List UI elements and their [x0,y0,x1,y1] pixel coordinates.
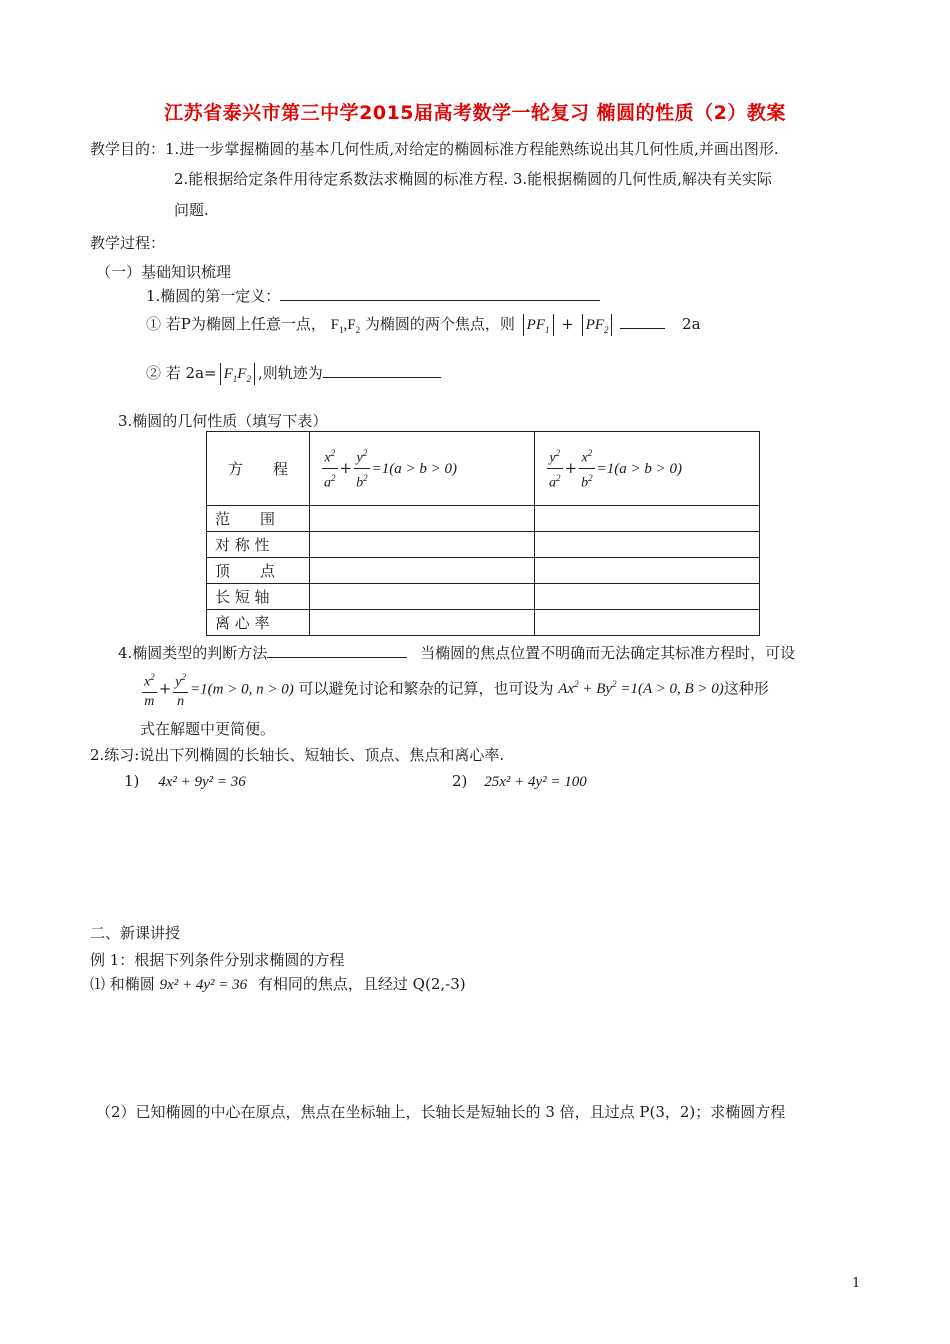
document-title: 江苏省泰兴市第三中学2015届高考数学一轮复习 椭圆的性质（2）教案 [164,102,786,124]
definition-label: 1.椭圆的第一定义： [146,287,281,305]
item1-text: ① 若P为椭圆上任意一点， [146,315,326,333]
type-text-4: 式在解题中更简便。 [140,720,276,738]
type-text-2: 可以避免讨论和繁杂的记算，也可设为 [298,679,554,698]
table-header-row [207,432,760,506]
practice-1-eq: 4x² + 9y² = 36 [158,774,246,790]
type-blank [267,656,407,658]
type-text: 当椭圆的焦点位置不明确而无法确定其标准方程时，可设 [420,644,796,662]
pf1: $PF_1$ [526,317,550,335]
definition-item-2 [146,362,441,385]
table-row: 长 短 轴 [207,584,760,610]
page-number: 1 [852,1276,861,1291]
objective-2: 2.能根据给定条件用待定系数法求椭圆的标准方程. 3.能根据椭圆的几何性质,解决有关实际 [174,170,772,188]
q1-eq: 9x² + 4y² = 36 [159,977,248,993]
equation-vertical: $\frac{y^2}{a^2}$ + $\frac{x^2}{b^2}$ =1(a > b > 0) [535,432,760,506]
objectives-line-1 [90,138,779,159]
equation-horizontal: $\frac{x^2}{a^2}$ + $\frac{y^2}{b^2}$ =1(a > b > 0) [310,432,535,506]
table-row: 离 心 率 [207,610,760,636]
type-text-3: 这种形 [723,679,769,698]
type-formula-line: $\frac{x^2}{m}$ + $\frac{y^2}{n}$ =1(m > 0, n > 0) 可以避免讨论和繁杂的记算，也可设为 $Ax^2 + By^2 =1(A > 0$, B > 0)这种形 [140,668,769,711]
example-1-q2: （2）已知椭圆的中心在原点，焦点在坐标轴上，长轴长是短轴长的 3 倍，且过点 P(3，2)；求椭圆方程 [96,1103,786,1121]
item2-text: ② 若 2a= [146,364,217,382]
foci-symbols: $F_1,F_2$ [330,317,361,335]
type-judge-line [118,642,795,663]
practice-2-eq: 25x² + 4y² = 100 [484,774,587,790]
definition-item-1: ① 若P为椭圆上任意一点， $F_1,F_2$ 为椭圆的两个焦点，则 $PF_1 + PF_2$ 2a [146,315,701,335]
definition-blank [280,299,600,301]
objectives-label: 教学目的： [90,140,166,158]
example-1-q1 [90,973,466,994]
definition-line [146,285,600,306]
objective-1: 1.进一步掌握椭圆的基本几何性质,对给定的椭圆标准方程能熟练说出其几何性质,并画出图形. [165,140,779,158]
practice-2 [452,772,587,791]
process-label: 教学过程： [90,234,166,252]
practice-1 [124,772,246,791]
section2-heading: 二、新课讲授 [90,924,181,942]
practice-label: 2.练习:说出下列椭圆的长轴长、短轴长、顶点、焦点和离心率. [90,746,505,764]
item1-foci-text: 为椭圆的两个焦点，则 [364,315,515,333]
section1-heading: （一）基础知识梳理 [96,263,232,281]
ellipse-properties-table [206,431,760,636]
f1f2: $F_1F_2$ [223,366,251,384]
q1-pre: ⑴ 和椭圆 [90,975,155,993]
locus-blank [323,376,441,378]
q1-post: 有相同的焦点，且经过 Q(2,-3) [257,975,466,993]
table-row: 顶 点 [207,558,760,584]
item2-tail: ,则轨迹为 [257,364,323,382]
relation-blank [620,327,665,329]
practice-2-num: 2) [452,772,468,790]
pf2: $PF_2$ [585,317,609,335]
example-1-label: 例 1：根据下列条件分别求椭圆的方程 [90,951,345,969]
table-row: 范 围 [207,506,760,532]
header-equation: 方 程 [207,432,310,506]
type-label: 4.椭圆类型的判断方法 [118,644,268,662]
table-row: 对 称 性 [207,532,760,558]
item1-rhs: 2a [682,315,701,333]
objective-2-cont: 问题. [174,201,209,219]
properties-label: 3.椭圆的几何性质（填写下表） [118,412,328,430]
practice-1-num: 1) [124,772,140,790]
